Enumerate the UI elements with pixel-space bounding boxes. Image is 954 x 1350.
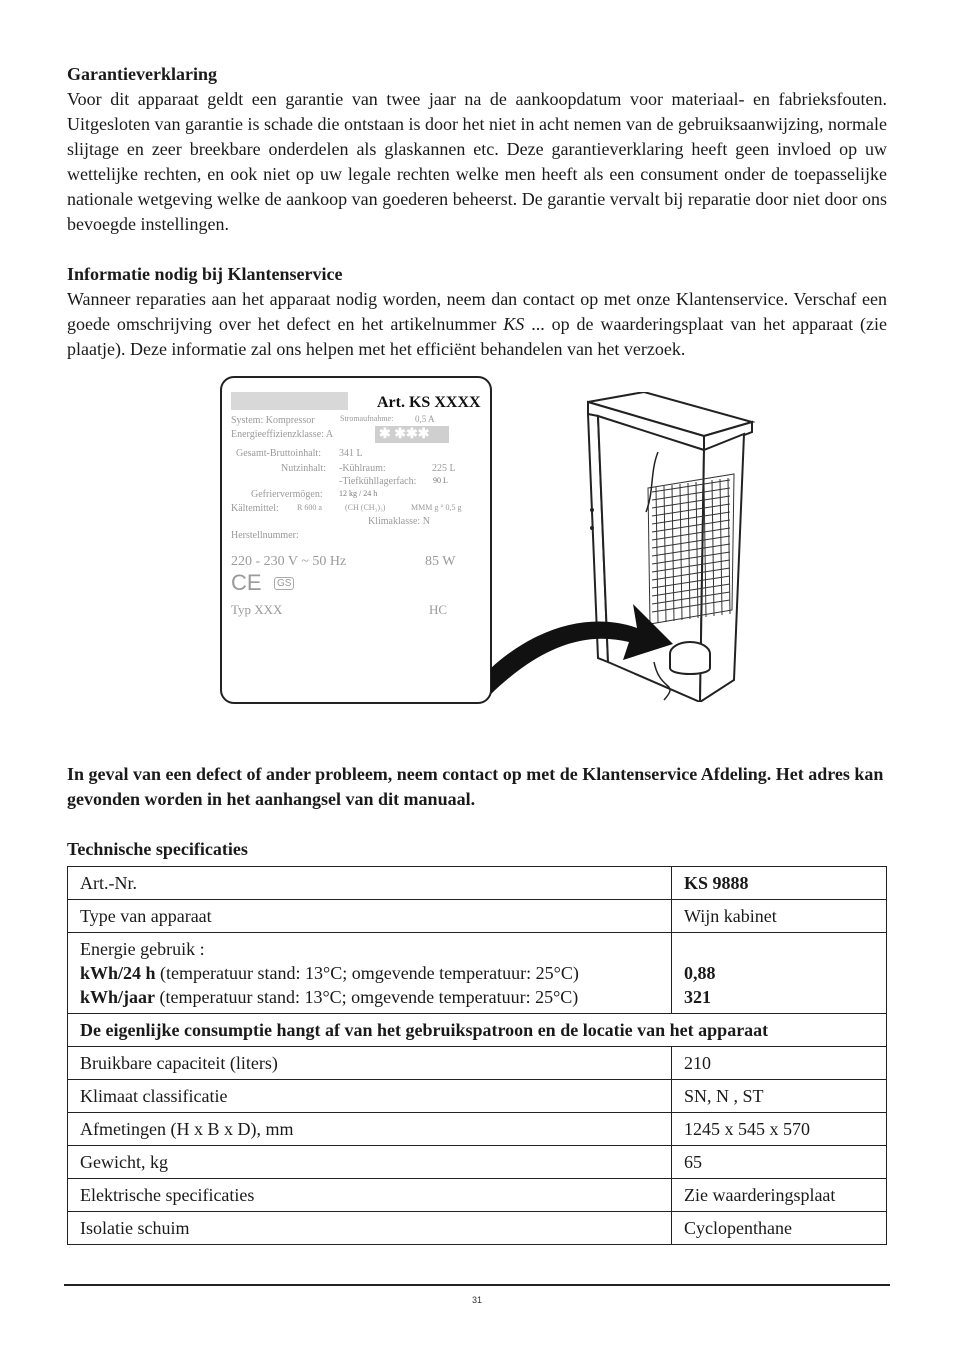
plate-kuehlraum: -Kühlraum: (339, 463, 386, 474)
plate-tiefkuehl-value: 90 L (433, 476, 448, 485)
plate-ch: (CH (CH₃)₃) (345, 503, 386, 512)
rating-plate-figure (67, 376, 887, 752)
table-row (68, 867, 887, 900)
plate-gefrier: Gefriervermögen: (251, 489, 323, 500)
plate-gross: Gesamt-Bruttoinhalt: (236, 448, 321, 459)
spec-label-energy: Energie gebruik : kWh/24 h (temperatuur stand: 13°C; omgevende temperatuur: 25°C) kWh/jaar (temperatuur stand: 13°C; omgevende temperatuur: 25°C) (68, 933, 672, 1014)
plate-art-number: Art. KS XXXX (377, 394, 481, 411)
table-row-note (68, 1014, 887, 1047)
plate-net: Nutzinhalt: (281, 463, 326, 474)
spec-value: KS 9888 (672, 867, 887, 900)
spec-value: SN, N , ST (672, 1080, 887, 1113)
plate-voltage: 220 - 230 V ~ 50 Hz (231, 554, 347, 569)
footer-divider (64, 1284, 890, 1286)
pointer-arrow-icon (67, 376, 887, 752)
service-text: Wanneer reparaties aan het apparaat nodig worden, neem dan contact op met onze Klantenservice. Verschaf een goede omschrijving over het defect en het artikelnummer KS ... op de waarderingsplaat van het apparaat (zie plaatje). Deze informatie zal ons helpen met het efficiënt behandelen van het verzoek. (67, 289, 887, 359)
plate-stromaufnahme: Stromaufnahme: (340, 414, 394, 423)
spec-label: Isolatie schuim (68, 1212, 672, 1245)
spec-label: Klimaat classificatie (68, 1080, 672, 1113)
plate-system: System: Kompressor (231, 415, 315, 426)
spec-value: Wijn kabinet (672, 900, 887, 933)
service-notice: In geval van een defect of ander probleem, neem contact op met de Klantenservice Afdeling. Het adres kan gevonden worden in het aanhangsel van dit manuaal. (67, 764, 884, 809)
spec-label: Art.-Nr. (68, 867, 672, 900)
spec-value: Zie waarderingsplaat (672, 1179, 887, 1212)
plate-stromaufnahme-value: 0,5 A (415, 414, 435, 424)
spec-value: 210 (672, 1047, 887, 1080)
spec-label: Type van apparaat (68, 900, 672, 933)
plate-hc: HC (429, 602, 448, 617)
gs-mark-icon: GS (274, 577, 294, 590)
specs-title: Technische specificaties (67, 839, 248, 859)
warranty-title: Garantieverklaring (67, 64, 217, 84)
table-row (68, 1047, 887, 1080)
spec-value: 65 (672, 1146, 887, 1179)
table-row (68, 1212, 887, 1245)
plate-kaeltemittel: Kältemittel: (231, 503, 279, 514)
plate-kaeltemittel-value: R 600 a (297, 503, 322, 512)
plate-gross-value: 341 L (339, 448, 363, 459)
ce-mark-icon: CE (231, 570, 262, 595)
table-row (68, 1146, 887, 1179)
model-prefix: KS (503, 314, 525, 334)
spec-value: 1245 x 545 x 570 (672, 1113, 887, 1146)
spec-label: Gewicht, kg (68, 1146, 672, 1179)
spec-label: Bruikbare capaciteit (liters) (68, 1047, 672, 1080)
service-title: Informatie nodig bij Klantenservice (67, 264, 343, 284)
plate-star-rating: ✱ ✱✱✱ (375, 426, 449, 443)
table-row (68, 1179, 887, 1212)
spec-value: Cyclopenthane (672, 1212, 887, 1245)
warranty-text: Voor dit apparaat geldt een garantie van twee jaar na de aankoopdatum voor materiaal- en fabrieksfouten. Uitgesloten van garantie is schade die ontstaan is door het niet in acht nemen van de gebruiksaanwijzing, normale slijtage en zeer breekbare onderdelen als glaskannen etc. Deze garantieverklaring heeft geen invloed op uw wettelijke rechten, en ook niet op uw legale rechten welke men heeft als een consument onder de toepasselijke nationale wetgeving welke de aankoop van goederen beheerst. De garantie vervalt bij reparatie door niet door ons bevoegde instellingen. (67, 89, 887, 234)
plate-tiefkuehl: -Tiefkühllagerfach: (339, 476, 417, 487)
consumption-note: De eigenlijke consumptie hangt af van het gebruikspatroon en de locatie van het apparaat (68, 1014, 887, 1047)
page-content (67, 62, 887, 1245)
spec-label: Afmetingen (H x B x D), mm (68, 1113, 672, 1146)
spec-label: Elektrische specificaties (68, 1179, 672, 1212)
spec-value-energy: 0,88 321 (672, 933, 887, 1014)
plate-mmm: MMM g ° 0,5 g (411, 503, 462, 512)
plate-gefrier-value: 12 kg / 24 h (339, 489, 378, 498)
plate-klimaklasse: Klimaklasse: N (368, 516, 430, 527)
table-row (68, 1113, 887, 1146)
table-row (68, 1080, 887, 1113)
plate-herstellnummer: Herstellnummer: (231, 530, 299, 541)
table-row (68, 900, 887, 933)
plate-type: Typ XXX (231, 602, 283, 617)
spec-table (67, 866, 887, 1245)
plate-kuehlraum-value: 225 L (432, 463, 456, 474)
plate-watt: 85 W (425, 554, 456, 569)
page-number: 31 (471, 1295, 482, 1305)
table-row-energy (68, 933, 887, 1014)
plate-energy-class: Energieeffizienzklasse: A (231, 429, 334, 440)
